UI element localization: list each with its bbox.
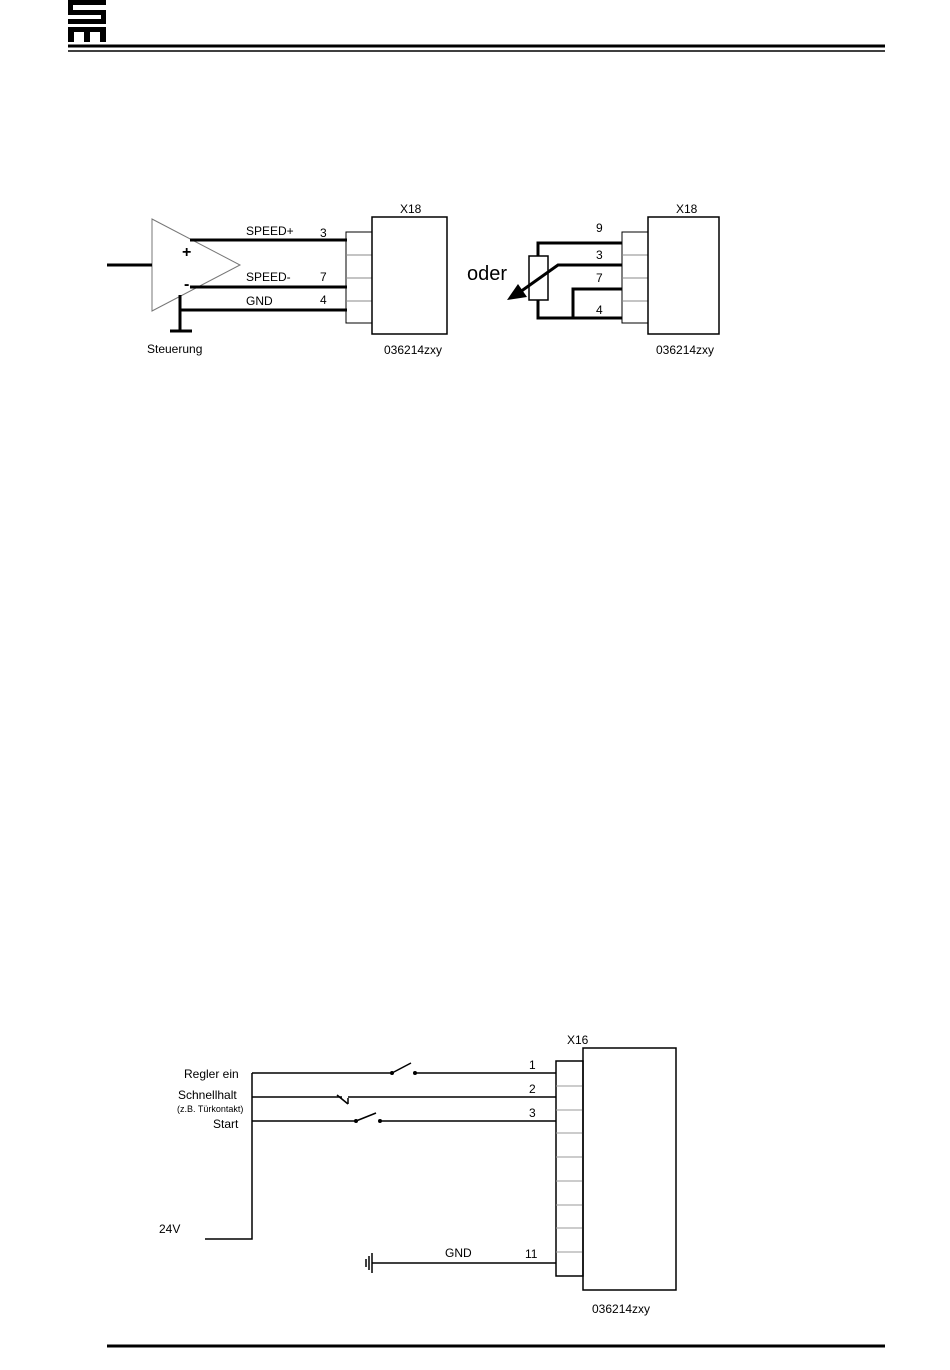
pin-3: 3 bbox=[320, 226, 327, 240]
plus-sign: + bbox=[182, 244, 192, 261]
amplifier-symbol bbox=[152, 219, 240, 311]
connector-x16-terminal bbox=[556, 1061, 583, 1276]
connector-label: X18 bbox=[676, 202, 698, 216]
signal-speed-minus: SPEED- bbox=[246, 270, 291, 284]
switch-start bbox=[356, 1113, 376, 1121]
company-logo bbox=[68, 0, 106, 42]
header-rule bbox=[68, 46, 885, 51]
gnd-label: GND bbox=[445, 1246, 472, 1260]
pin-9: 9 bbox=[596, 221, 603, 235]
pin-2: 2 bbox=[529, 1082, 536, 1096]
supply-label: 24V bbox=[159, 1222, 181, 1236]
pin-1: 1 bbox=[529, 1058, 536, 1072]
input-schnellhalt: Schnellhalt bbox=[178, 1088, 237, 1102]
connector-label: X18 bbox=[400, 202, 422, 216]
connector-x18-body bbox=[648, 217, 719, 334]
input-regler-ein: Regler ein bbox=[184, 1067, 239, 1081]
drawing-code: 036214zxy bbox=[592, 1302, 651, 1316]
controller-label: Steuerung bbox=[147, 342, 203, 356]
diagram-speed-amplifier bbox=[107, 202, 447, 357]
connector-label: X16 bbox=[567, 1033, 589, 1047]
switch-schnellhalt bbox=[337, 1095, 348, 1104]
or-label: oder bbox=[467, 263, 508, 285]
pin-7: 7 bbox=[320, 270, 327, 284]
signal-speed-plus: SPEED+ bbox=[246, 224, 294, 238]
input-start: Start bbox=[213, 1117, 239, 1131]
connector-x16-body bbox=[583, 1048, 676, 1290]
pin-3: 3 bbox=[596, 248, 603, 262]
pin-4: 4 bbox=[596, 303, 603, 317]
pin-7: 7 bbox=[596, 271, 603, 285]
diagram-switch-inputs bbox=[159, 1033, 676, 1316]
pin-11: 11 bbox=[525, 1247, 538, 1261]
switch-regler-ein bbox=[392, 1063, 411, 1073]
wiper-arrow bbox=[507, 284, 527, 300]
minus-sign: - bbox=[184, 276, 190, 293]
connector-x18-body bbox=[372, 217, 447, 334]
pin-3: 3 bbox=[529, 1106, 536, 1120]
drawing-code: 036214zxy bbox=[384, 343, 443, 357]
diagram-potentiometer bbox=[467, 202, 719, 357]
wire-pin-4 bbox=[538, 300, 622, 318]
input-note: (z.B. Türkontakt) bbox=[177, 1104, 244, 1114]
pin-4: 4 bbox=[320, 293, 327, 307]
signal-gnd: GND bbox=[246, 294, 273, 308]
drawing-code: 036214zxy bbox=[656, 343, 715, 357]
wire-pin-9 bbox=[538, 243, 622, 256]
